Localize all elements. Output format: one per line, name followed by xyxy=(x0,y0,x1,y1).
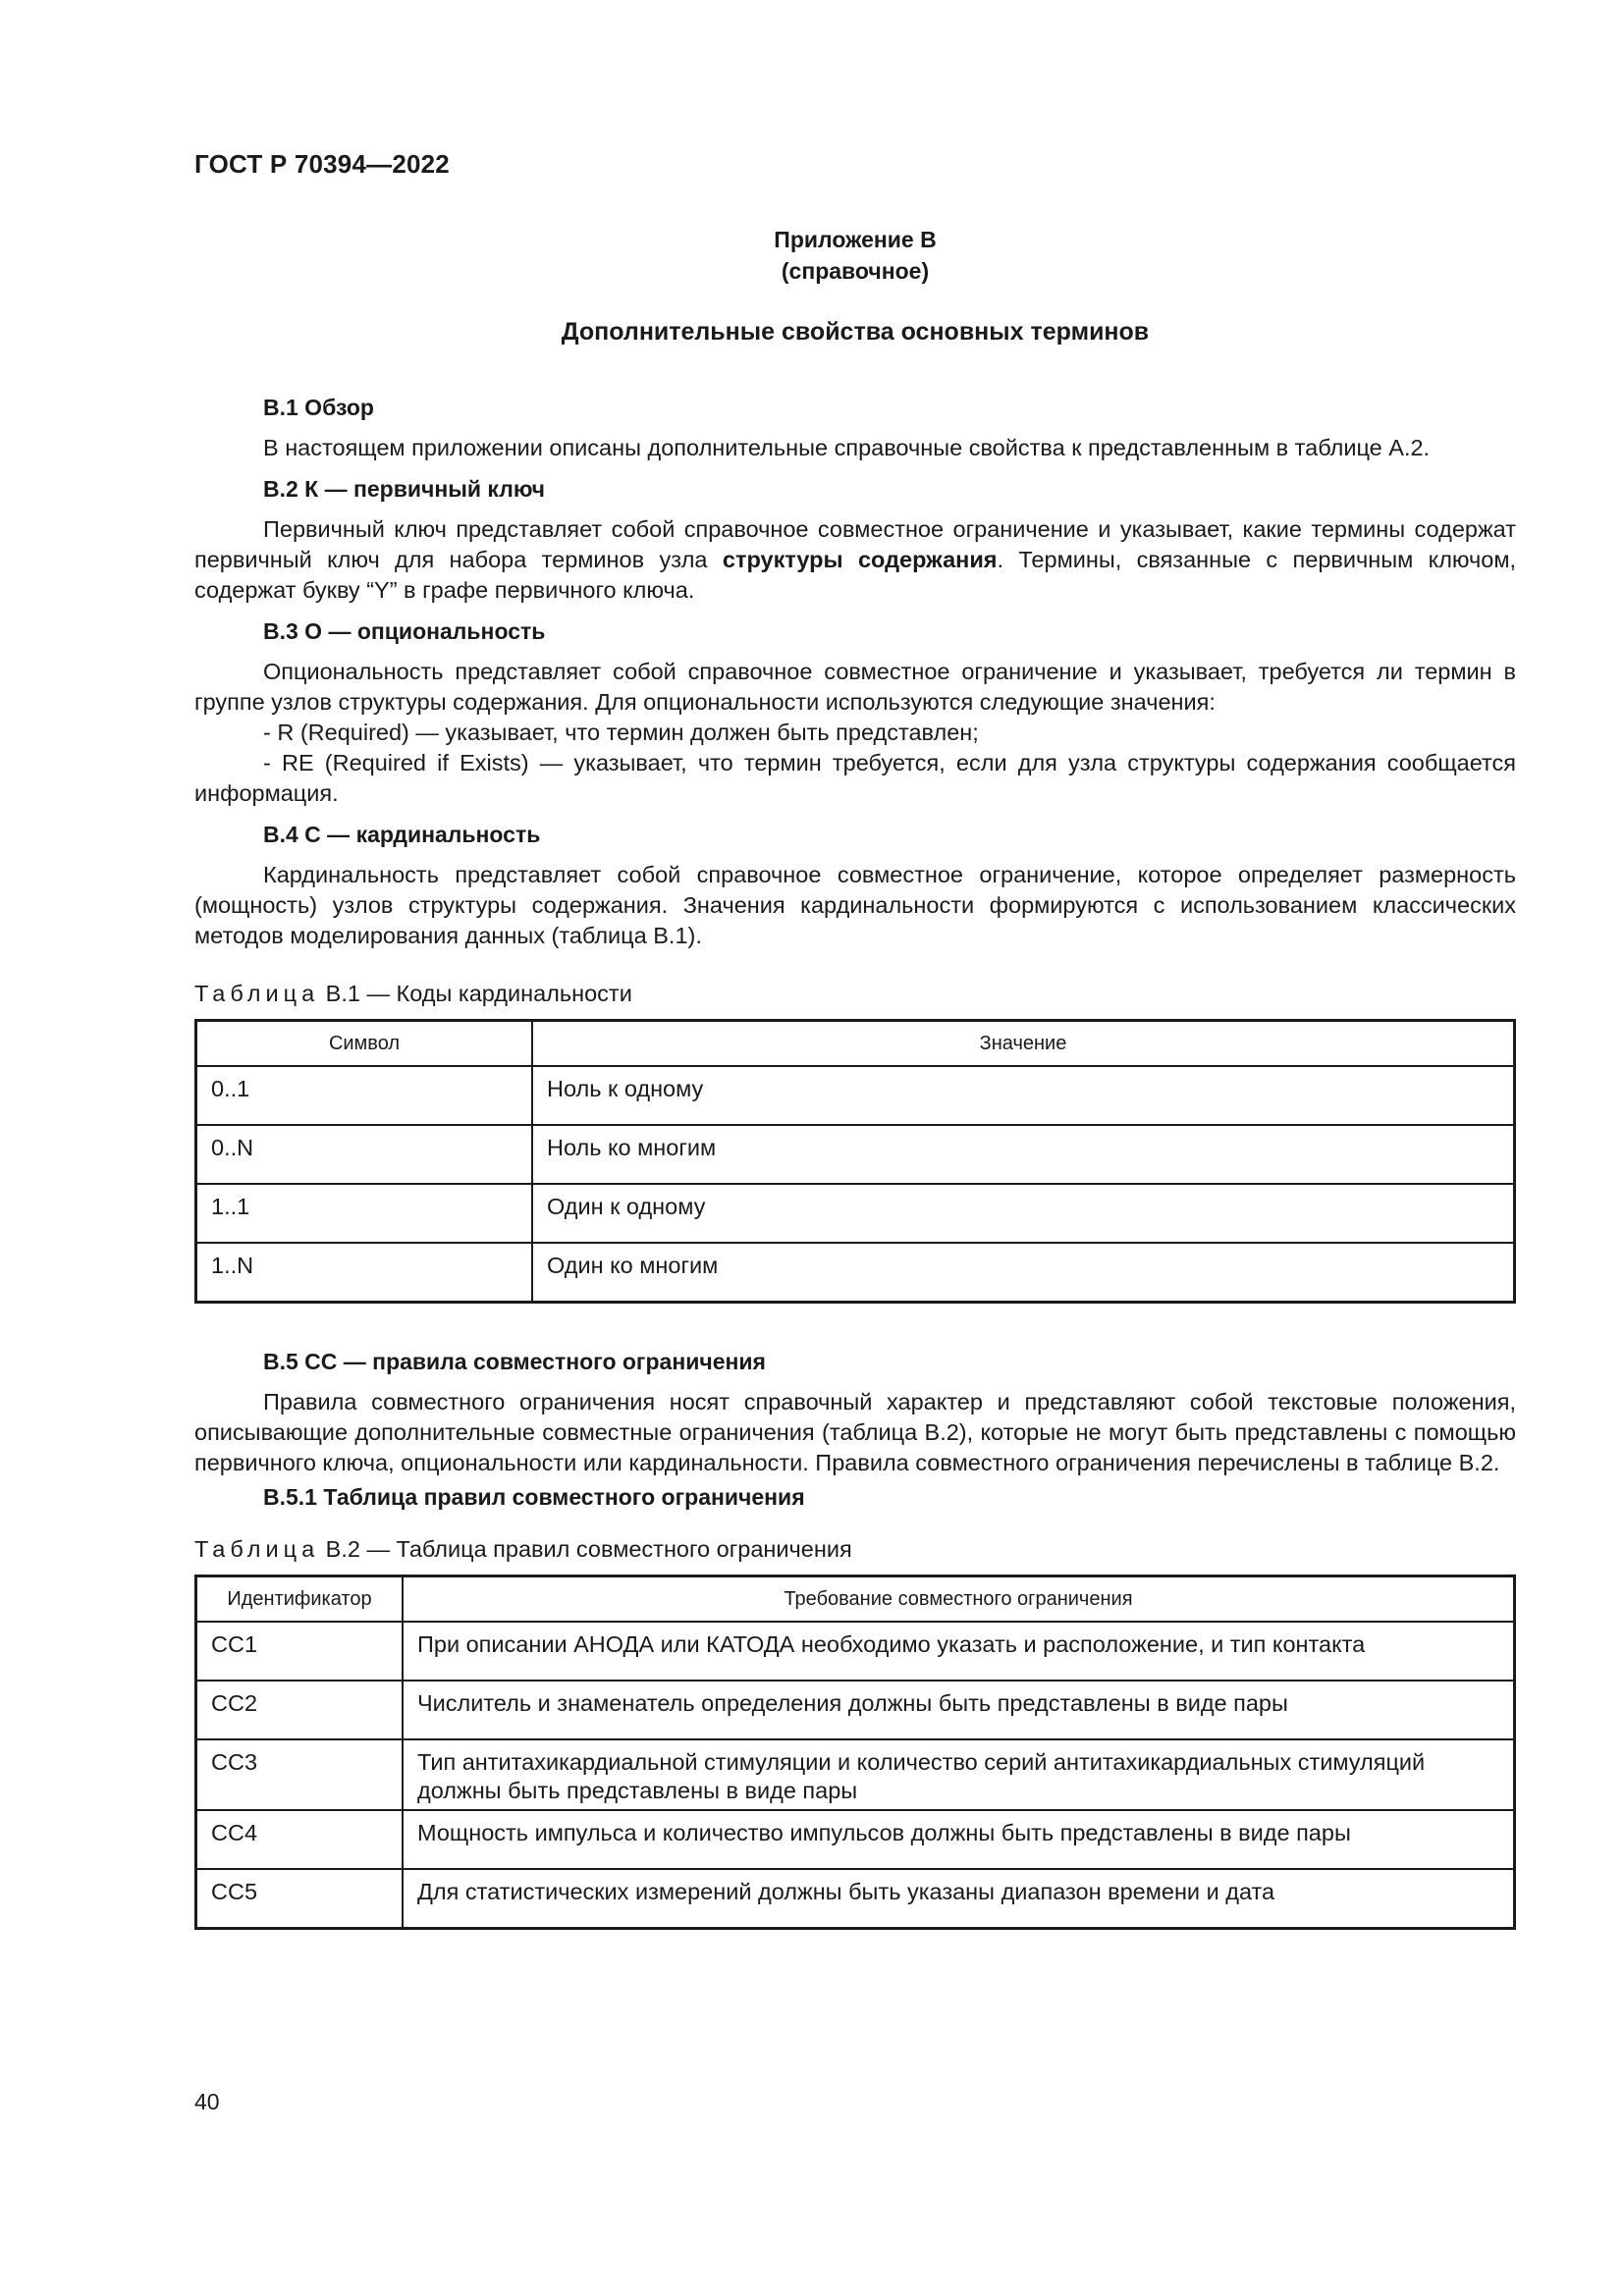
cell-requirement: Для статистических измерений должны быть указаны диапазон времени и дата xyxy=(403,1869,1515,1929)
section-text-b2 xyxy=(194,514,1516,606)
section-text-b2-part2: . Термины, связанные с первичным ключом, содержат букву “Y” в графе первичного ключа. xyxy=(194,547,1517,603)
cell-meaning: Один к одному xyxy=(532,1184,1515,1243)
table-row xyxy=(196,1243,1515,1303)
table-caption-b1 xyxy=(194,979,1516,1009)
table-row xyxy=(196,1184,1515,1243)
cell-identifier: СС4 xyxy=(196,1810,404,1869)
table-row xyxy=(196,1739,1515,1810)
cell-meaning: Ноль к одному xyxy=(532,1066,1515,1125)
section-heading-b3: В.3 О — опциональность xyxy=(263,618,546,644)
constraint-rules-table xyxy=(194,1575,1516,1930)
cell-requirement: Числитель и знаменатель определения должны быть представлены в виде пары xyxy=(403,1681,1515,1739)
cell-symbol: 1..N xyxy=(196,1243,533,1303)
column-header-symbol: Символ xyxy=(196,1021,533,1067)
section-heading-b1: В.1 Обзор xyxy=(263,395,374,420)
section-text-b2-bold: структуры содержания xyxy=(722,547,998,572)
table-caption-text: В.2 — Таблица правил совместного ограничения xyxy=(319,1536,852,1562)
section-text-b2-part1: Первичный ключ представляет собой справочное совместное ограничение и указывает, какие термины содержат первичный ключ для набора терминов узла xyxy=(194,516,1516,572)
cell-identifier: СС5 xyxy=(196,1869,404,1929)
appendix-title: Дополнительные свойства основных терминов xyxy=(561,318,1150,346)
cell-identifier: СС3 xyxy=(196,1739,404,1810)
cell-identifier: СС1 xyxy=(196,1622,404,1681)
list-item-required: - R (Required) — указывает, что термин должен быть представлен; xyxy=(263,720,979,745)
table-row xyxy=(196,1869,1515,1929)
list-item-required-if-exists: - RE (Required if Exists) — указывает, что термин требуется, если для узла структуры содержания сообщается информация. xyxy=(194,750,1516,806)
cell-requirement: Тип антитахикардиальной стимуляции и количество серий антитахикардиальных стимуляций должны быть представлены в виде пары xyxy=(403,1739,1515,1810)
cell-meaning: Один ко многим xyxy=(532,1243,1515,1303)
table-caption-b2 xyxy=(194,1534,1516,1565)
cell-requirement: Мощность импульса и количество импульсов должны быть представлены в виде пары xyxy=(403,1810,1515,1869)
cell-symbol: 0..N xyxy=(196,1125,533,1184)
document-body xyxy=(194,393,1516,1930)
section-text-b3: Опциональность представляет собой справочное совместное ограничение и указывает, требуется ли термин в группе узлов структуры содержания. Для опциональности используются следующие значения: xyxy=(194,659,1516,715)
column-header-identifier: Идентификатор xyxy=(196,1576,404,1623)
cell-symbol: 0..1 xyxy=(196,1066,533,1125)
table-row xyxy=(196,1810,1515,1869)
section-text-b4: Кардинальность представляет собой справочное совместное ограничение, которое определяет размерность (мощность) узлов структуры содержания. Значения кардинальности формируются с использованием классических методов моделирования данных (таблица В.1). xyxy=(194,862,1516,948)
table-row xyxy=(196,1066,1515,1125)
table-row xyxy=(196,1622,1515,1681)
column-header-requirement: Требование совместного ограничения xyxy=(403,1576,1515,1623)
table-row xyxy=(196,1125,1515,1184)
section-heading-b4: В.4 С — кардинальность xyxy=(263,822,541,847)
table-caption-word: Таблица xyxy=(194,981,320,1006)
section-heading-b2: В.2 К — первичный ключ xyxy=(263,476,545,502)
section-heading-b51: В.5.1 Таблица правил совместного ограничения xyxy=(263,1484,805,1510)
page-number: 40 xyxy=(194,2089,220,2114)
table-header-row xyxy=(196,1021,1515,1067)
appendix-line-2: (справочное) xyxy=(781,258,930,284)
appendix-line-1: Приложение В xyxy=(774,227,937,252)
document-id: ГОСТ Р 70394—2022 xyxy=(194,149,450,179)
table-caption-word: Таблица xyxy=(194,1536,320,1562)
cell-symbol: 1..1 xyxy=(196,1184,533,1243)
cell-meaning: Ноль ко многим xyxy=(532,1125,1515,1184)
table-header-row xyxy=(196,1576,1515,1623)
column-header-meaning: Значение xyxy=(532,1021,1515,1067)
table-row xyxy=(196,1681,1515,1739)
section-text-b5: Правила совместного ограничения носят справочный характер и представляют собой текстовые положения, описывающие дополнительные совместные ограничения (таблица В.2), которые не могут быть представлены с помощью первичного ключа, опциональности или кардинальности. Правила совместного ограничения перечислены в таблице В.2. xyxy=(194,1389,1516,1475)
cell-requirement: При описании АНОДА или КАТОДА необходимо указать и расположение, и тип контакта xyxy=(403,1622,1515,1681)
section-text-b1: В настоящем приложении описаны дополнительные справочные свойства к представленным в таблице А.2. xyxy=(263,435,1431,460)
cardinality-table xyxy=(194,1019,1516,1304)
section-heading-b5: В.5 СС — правила совместного ограничения xyxy=(263,1349,766,1374)
appendix-label xyxy=(194,224,1516,287)
table-caption-text: В.1 — Коды кардинальности xyxy=(319,981,632,1006)
cell-identifier: СС2 xyxy=(196,1681,404,1739)
spacer xyxy=(194,1304,1516,1347)
